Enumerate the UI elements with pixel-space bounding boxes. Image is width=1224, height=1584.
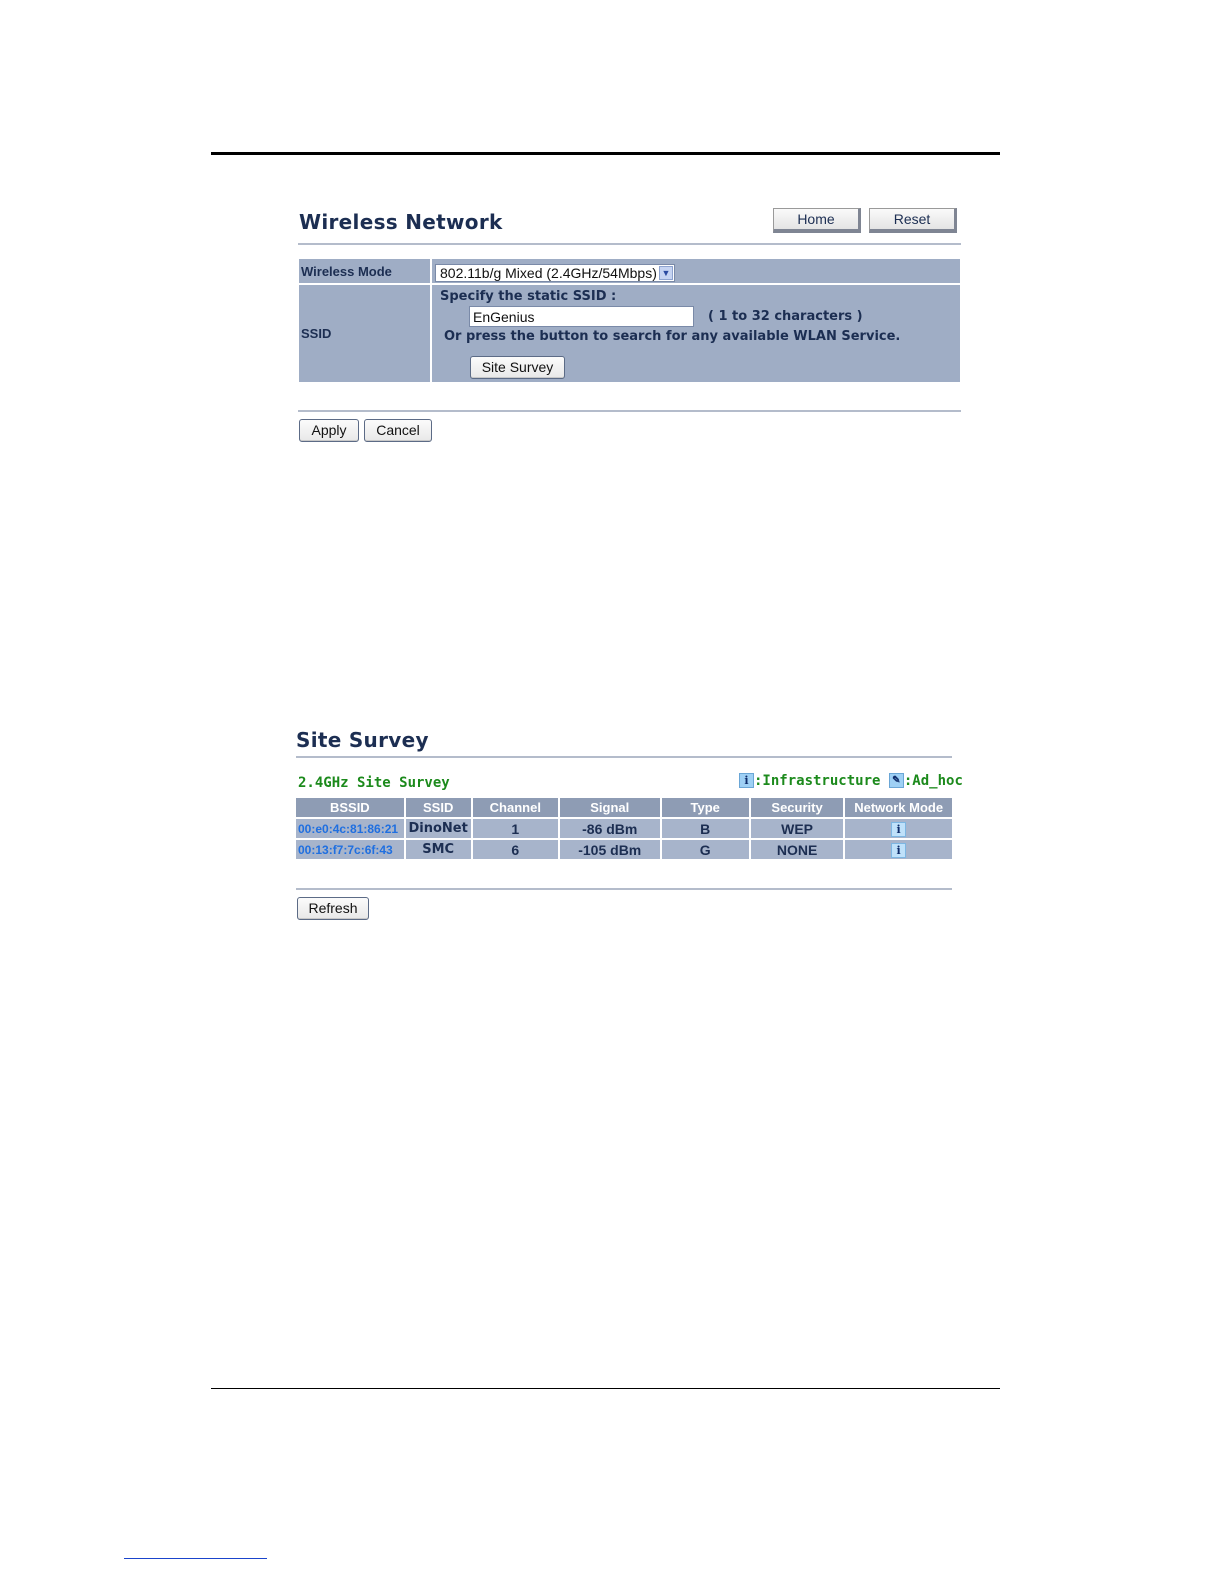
bssid-link[interactable]: 00:13:f7:7c:6f:43 xyxy=(296,840,404,859)
ssid-input[interactable] xyxy=(469,306,694,327)
column-header-type: Type xyxy=(662,798,749,817)
ssid-row xyxy=(298,284,961,383)
cancel-button[interactable]: Cancel xyxy=(364,419,432,442)
table-row xyxy=(296,819,952,838)
wireless-mode-label: Wireless Mode xyxy=(298,258,431,284)
wireless-settings-table xyxy=(297,257,962,384)
page-top-rule xyxy=(211,152,1000,155)
type-cell: G xyxy=(662,840,749,859)
ssid-cell xyxy=(431,284,961,383)
site-survey-instruction: Or press the button to search for any available WLAN Service. xyxy=(444,329,901,344)
legend-adhoc: :Ad_hoc xyxy=(903,773,963,789)
site-survey-bottom-divider xyxy=(296,888,952,890)
wireless-network-title: Wireless Network xyxy=(299,210,503,234)
bssid-link[interactable]: 00:e0:4c:81:86:21 xyxy=(296,819,404,838)
site-survey-subtitle: 2.4GHz Site Survey xyxy=(298,775,450,791)
info-icon: i xyxy=(891,822,906,837)
column-header-ssid: SSID xyxy=(406,798,471,817)
channel-cell: 1 xyxy=(473,819,558,838)
title-divider xyxy=(298,243,961,245)
site-survey-button[interactable]: Site Survey xyxy=(470,356,565,379)
page-bottom-rule xyxy=(211,1388,1000,1389)
network-mode-cell xyxy=(845,840,952,859)
ssid-length-hint: ( 1 to 32 characters ) xyxy=(708,309,863,324)
column-header-network-mode: Network Mode xyxy=(845,798,952,817)
table-header-row xyxy=(296,798,952,817)
table-row xyxy=(296,840,952,859)
site-survey-table xyxy=(294,796,954,861)
wireless-mode-value: 802.11b/g Mixed (2.4GHz/54Mbps) xyxy=(440,264,657,281)
security-cell: NONE xyxy=(751,840,843,859)
form-bottom-divider xyxy=(298,410,961,412)
ssid-cell-value: DinoNet xyxy=(406,819,471,838)
column-header-signal: Signal xyxy=(560,798,660,817)
info-icon: i xyxy=(891,843,906,858)
wireless-mode-select[interactable] xyxy=(435,264,675,282)
wireless-mode-row xyxy=(298,258,961,284)
specify-ssid-text: Specify the static SSID : xyxy=(440,289,617,304)
site-survey-divider xyxy=(296,756,952,758)
refresh-button[interactable]: Refresh xyxy=(297,897,369,920)
reset-button[interactable]: Reset xyxy=(869,208,957,233)
ssid-label: SSID xyxy=(298,284,431,383)
network-mode-legend xyxy=(739,773,963,789)
security-cell: WEP xyxy=(751,819,843,838)
info-icon: i xyxy=(739,773,754,788)
network-mode-cell xyxy=(845,819,952,838)
column-header-bssid: BSSID xyxy=(296,798,404,817)
type-cell: B xyxy=(662,819,749,838)
ssid-cell-value: SMC xyxy=(406,840,471,859)
channel-cell: 6 xyxy=(473,840,558,859)
footnote-rule xyxy=(124,1558,267,1559)
wireless-mode-cell xyxy=(431,258,961,284)
apply-button[interactable]: Apply xyxy=(299,419,359,442)
pencil-icon: ✎ xyxy=(889,773,904,788)
site-survey-title: Site Survey xyxy=(296,728,429,752)
column-header-channel: Channel xyxy=(473,798,558,817)
column-header-security: Security xyxy=(751,798,843,817)
signal-cell: -86 dBm xyxy=(560,819,660,838)
legend-infrastructure: :Infrastructure xyxy=(754,773,881,789)
home-button[interactable]: Home xyxy=(773,208,861,233)
signal-cell: -105 dBm xyxy=(560,840,660,859)
chevron-down-icon[interactable]: ▼ xyxy=(659,266,673,280)
